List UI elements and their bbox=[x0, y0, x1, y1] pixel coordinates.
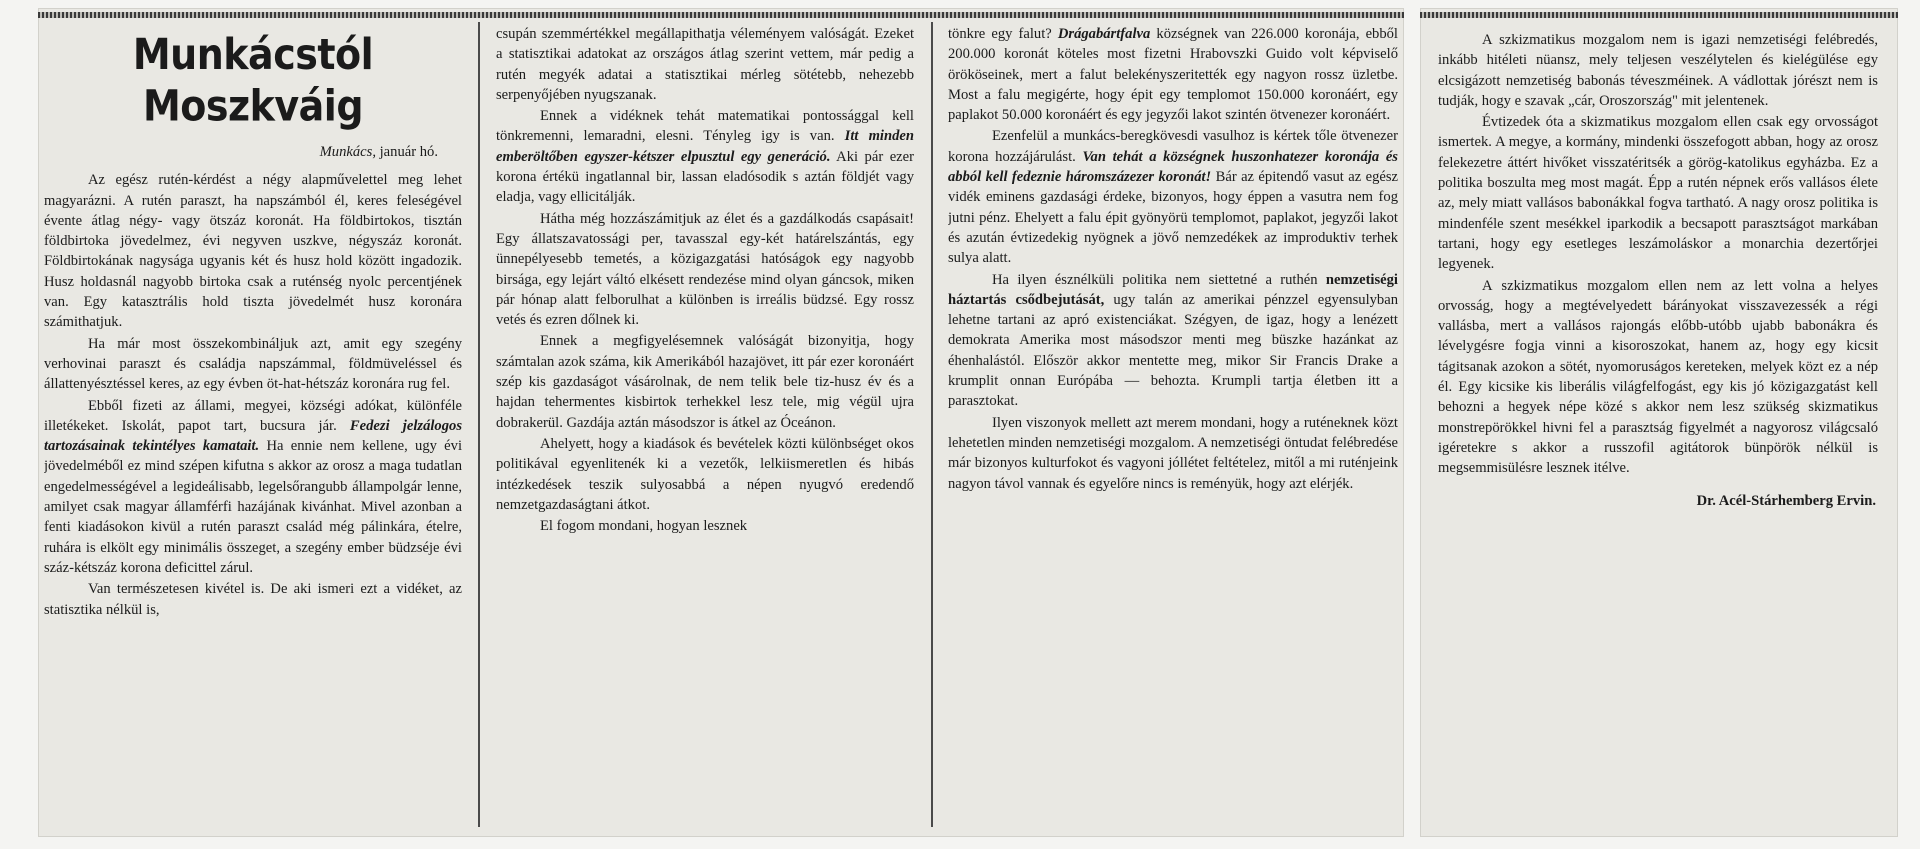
article-headline: Munkácstól Moszkváig bbox=[132, 29, 374, 131]
newspaper-clipping-continuation bbox=[1420, 8, 1898, 837]
paragraph bbox=[948, 126, 1398, 268]
paragraph: Évtizedek óta a skizmatikus mozgalom ellen csak egy orvosságot ismertek. A megye, a kormány, mindenki összefogott abban, hogy az orosz felekezetre áttért hivőket visszatéritsék a görög-katolikus egyházba. Ez a politika boszulta meg most magát. Épp a rutén népnek erős vallásos élete az, mely miatt vallásos babonákkal fogva tartható. A nagy orosz politika is mindenféle szent mesékkel iparkodik a becsapott parasztságot markában tartani, hogy egy esetleges leszámoláskor a monarchia dezertőrjei legyenek. bbox=[1438, 114, 1878, 273]
paragraph bbox=[948, 270, 1398, 412]
newspaper-clipping-main bbox=[38, 8, 1404, 837]
top-rule bbox=[38, 12, 1404, 18]
dateline-place: Munkács, bbox=[319, 144, 376, 160]
paragraph: Ahelyett, hogy a kiadások és bevételek közti különbséget okos politikával egyenlitenék ki a vezetők, lelkiismeretlen és hibás intézkedések teszik sulyosabbá a népen nyugvó eredendő nemzetgazdaságtani átkot. bbox=[496, 435, 914, 513]
top-rule bbox=[1420, 12, 1898, 18]
text-run: községnek van 226.000 koronája, ebből 200.000 koronát köteles most fizetni Hrabovszki Guido volt képviselő örököseinek, mert a falut belekényszeritették egy nagyon rossz üzletbe. Most a falu megigérte, hogy épit egy templomot 150.000 koronáért, egy paplakot 50.000 koronáért és egy jegyzői lakot szintén ötvenezer koronáért. bbox=[948, 26, 1398, 124]
text-run: Ebből fizeti az állami, megyei, községi adókat, különféle illetékeket. Iskolát, papot tart, bucsura jár. bbox=[44, 397, 462, 434]
paragraph: A szkizmatikus mozgalom nem is igazi nemzetiségi felébredés, inkább hitéleti nüansz, mely teljesen veszélytelen és kielégülése egy elcsigázott nemzetiség babonás téveszméinek. A vádlottak jórészt nem is tudják, hogy e szavak „cár, Oroszország" mit jelentenek. bbox=[1438, 32, 1878, 109]
author-signature: Dr. Acél-Stárhemberg Ervin. bbox=[1696, 492, 1876, 509]
text-run: Ennek a vidéknek tehát matematikai pontossággal kell tönkremenni, lemaradni, elesni. Tényleg igy is van. bbox=[496, 108, 914, 145]
emphasis-run: Itt minden emberöltőben egyszer-kétszer elpusztul egy generáció. bbox=[496, 128, 914, 165]
column-divider bbox=[931, 22, 933, 827]
text-run: Ezenfelül a munkács-beregkövesdi vasulhoz is kértek tőle ötvenezer korona hozzájárulást. bbox=[948, 128, 1398, 165]
text-run: ugy talán az amerikai pénzzel egyensulyban lehetne tartani az apró existenciákat. Szégyen, de igaz, hogy a lenézett demokrata Amerika most másodszor menti meg büszke hazánkat az éhenhalástól. Először akkor mentette meg, mikor Sir Francis Drake a krumplit onnan Európába — behozta. Krumpli tartja életben itt a parasztokat. bbox=[948, 291, 1398, 410]
paragraph: Ennek a megfigyelésemnek valóságát bizonyitja, hogy számtalan azok száma, kik Amerikából hazajövet, itt pár ezer koronáért szép kis gazdaságot vásárolnak, de nem telik bele tiz-husz év és a hajdan tehermentes kisbirtok terhekkel lesz tele, mig végül ujra dobrakerül. Gazdája aztán másodszor is átkel az Óceánon. bbox=[496, 333, 914, 431]
paragraph: Van természetesen kivétel is. De aki ismeri ezt a vidéket, az statisztika nélkül is, bbox=[44, 581, 462, 618]
emphasis-run: Drágabártfalva bbox=[1057, 26, 1151, 42]
emphasis-run: Fedezi jelzálogos tartozásainak tekintélyes kamatait. bbox=[44, 417, 462, 455]
text-run: Bár az épitendő vasut az egész vidék eminens gazdasági érdeke, bizonyos, hogy éppen a vasutra nem fog jutni pénz. Ehelyett a falu épit gyönyörü templomot, paplakot, jegyzői lakot és azután évtizedekig nyögnek a jövő nemzedékek az improduktiv terhek sulya alatt. bbox=[948, 169, 1398, 267]
text-run: tönkre egy falut? bbox=[948, 26, 1058, 42]
text-run: Ha ennie nem kellene, ugy évi jövedelméből ez mind szépen kifutna s akkor az orosz a maga tudatlan engedelmességével a legideálisabb, legelsőrangubb állampolgár lenne, amilyet csak magyar államférfi hazájának kivánhat. Mivel azonban a fenti kiadásokon kivül a rutén paraszt család még pálinkára, ételre, ruhára is elkölt egy minimális összeget, a szegény ember büdzséje évi száz-kétszáz korona deficittel zárul. bbox=[44, 438, 462, 576]
paragraph: Ha már most összekombináljuk azt, amit egy szegény verhovinai paraszt és családja napszámmal, földmüveléssel és állattenyésztéssel keres, az egy évben öt-hat-hétszáz koronára rug fel. bbox=[44, 335, 462, 393]
article-column-3 bbox=[948, 24, 1398, 831]
continuation-column bbox=[1438, 30, 1878, 831]
paragraph: Az egész rutén-kérdést a négy alapművelettel meg lehet magyarázni. A rutén paraszt, ha napszámból él, keres feleségével évente átlag négy- vagy ötszáz koronát. Ha földbirtokos, tisztán földbirtoka jövedelmez, évi negyven uszkve, négyszáz koronát. Földbirtokának nagysága ugyanis két és husz hold között ingadozik. Husz holdasnál nagyobb birtoka csak a ruténség nyolc percentjének van. Egy katasztrális hold tiszta jövedelmét husz koronára számithatjuk. bbox=[44, 172, 462, 331]
paragraph bbox=[44, 396, 462, 579]
bold-run: nemzetiségi háztartás csődbejutását, bbox=[948, 271, 1398, 308]
paragraph: csupán szemmértékkel megállapithatja véleményem valóságát. Ezeket a statisztikai adatokat az országos átlag szerint vettem, már pedig a rutén megyék adatai a statisztikai mérleg sötétebb, nehezebb serpenyőjében nyugszanak. bbox=[496, 26, 914, 103]
dateline bbox=[44, 142, 462, 162]
text-run: Aki pár ezer korona értékü ingatlannal bir, lassan eladósodik s aztán földjét vagy eladja, vagy ellicitálják. bbox=[496, 148, 914, 206]
paragraph: El fogom mondani, hogyan lesznek bbox=[540, 518, 748, 535]
paragraph bbox=[948, 24, 1398, 125]
text-run: Ha ilyen észnélküli politika nem siettetné a ruthén bbox=[992, 271, 1326, 288]
article-column-2 bbox=[496, 24, 914, 831]
paragraph: Ilyen viszonyok mellett azt merem mondani, hogy a ruténeknek közt lehetetlen minden nemzetiségi mozgalom. A nemzetiségi öntudat felébredése már bizonyos kulturfokot és vagyoni jóllétet feltételez, mitől a mi ruténjeink nagyon távol vannak és egyelőre nincs is reményük, hogy azt elérjék. bbox=[948, 414, 1398, 492]
paragraph bbox=[496, 106, 914, 207]
paragraph: A szkizmatikus mozgalom ellen nem az lett volna a helyes orvosság, hogy a megtévelyedett bárányokat visszavezessék a régi vallásba, mert a vallásos rajongás előbb-utóbb ujabb babonákra és lévelygésre fogja vinni a kisoroszokat, hanem az, hogy egy kicsit tágitsanak azokon a sötét, nyomoruságos kereteken, melyek közt ez a nép él. Egy kicsike kis liberális világfelfogást, egy kis jó közigazgatást kell behozni a hegyek népe közé s akkor nem lesz szükség skizmatikus monstrepörökkel hivni fel a parasztság figyelmét a nagyorosz világcsaló igéretekre s akkor a russzofil agitátorok bünpörök nélkül is megsemmisülésre lesznek itélve. bbox=[1438, 277, 1878, 477]
dateline-rest: január hó. bbox=[375, 144, 438, 160]
column-divider bbox=[478, 22, 480, 827]
emphasis-run: Van tehát a községnek huszonhatezer koronája és abból kell fedeznie háromszázezer koronát! bbox=[948, 148, 1398, 186]
article-column-1 bbox=[44, 24, 462, 831]
paragraph: Hátha még hozzászámitjuk az élet és a gazdálkodás csapásait! Egy állatszavatossági per, tavasszal egy-két határelszántás, egy ünnepélyesebb temetés, a közigazgatási hatóságok egy nagyobb birsága, egy lejárt váltó elkésett rendezése mind olyan gáncsok, miken pár hónap alatt felborulhat a különben is irreális büdzsé. Egy rossz vetés és ezren dőlnek ki. bbox=[496, 210, 914, 329]
